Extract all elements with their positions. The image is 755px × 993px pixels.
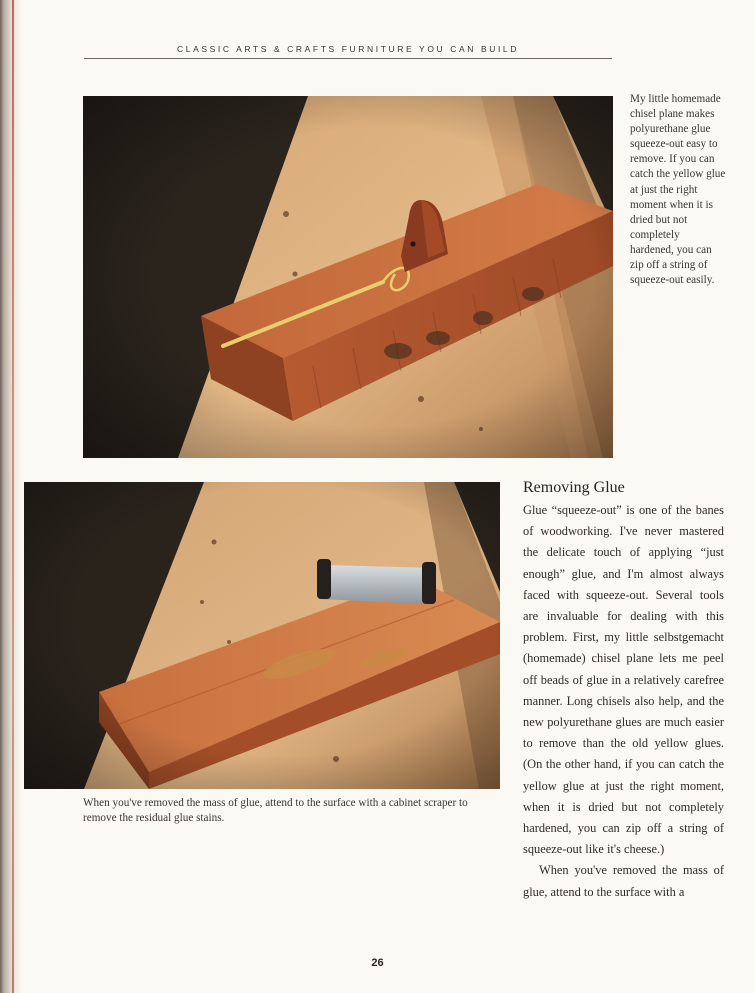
section-heading: Removing Glue (523, 479, 625, 496)
page-number: 26 (371, 957, 384, 969)
body-text (523, 500, 724, 903)
photo-cabinet-scraper (24, 482, 500, 789)
book-spine-edge (12, 0, 14, 993)
body-paragraph: When you've removed the mass of glue, attend to the surface with a (523, 863, 724, 899)
photo-caption-cabinet-scraper: When you've removed the mass of glue, attend to the surface with a cabinet scraper to remove the residual glue stains. (83, 797, 468, 825)
photo-chisel-plane (83, 96, 613, 458)
running-head: CLASSIC ARTS & CRAFTS FURNITURE YOU CAN BUILD (177, 44, 519, 54)
photo-caption-chisel-plane: My little homemade chisel plane makes polyurethane glue squeeze-out easy to remove. If you can catch the yellow glue at just the right moment when it is dried but not completely hardened, you can zip off a string of squeeze-out easily. (630, 93, 726, 287)
book-spine-shadow (0, 0, 22, 993)
body-paragraph: Glue “squeeze-out” is one of the banes of woodworking. I've never mastered the delicate touch of applying “just enough” glue, and I'm almost always faced with squeeze-out. Several tools are invaluable for dealing with this problem. First, my little selbstgemacht (homemade) chisel plane lets me peel off beads of glue in a relatively carefree manner. Long chisels also help, and the new polyurethane glues are much easier to remove than the old yellow glues. (On the other hand, if you can catch the yellow glue at just the right moment, when it is dried but not completely hardened, you can zip off a string of squeeze-out like it's cheese.) (523, 503, 724, 857)
header-rule (84, 58, 612, 59)
